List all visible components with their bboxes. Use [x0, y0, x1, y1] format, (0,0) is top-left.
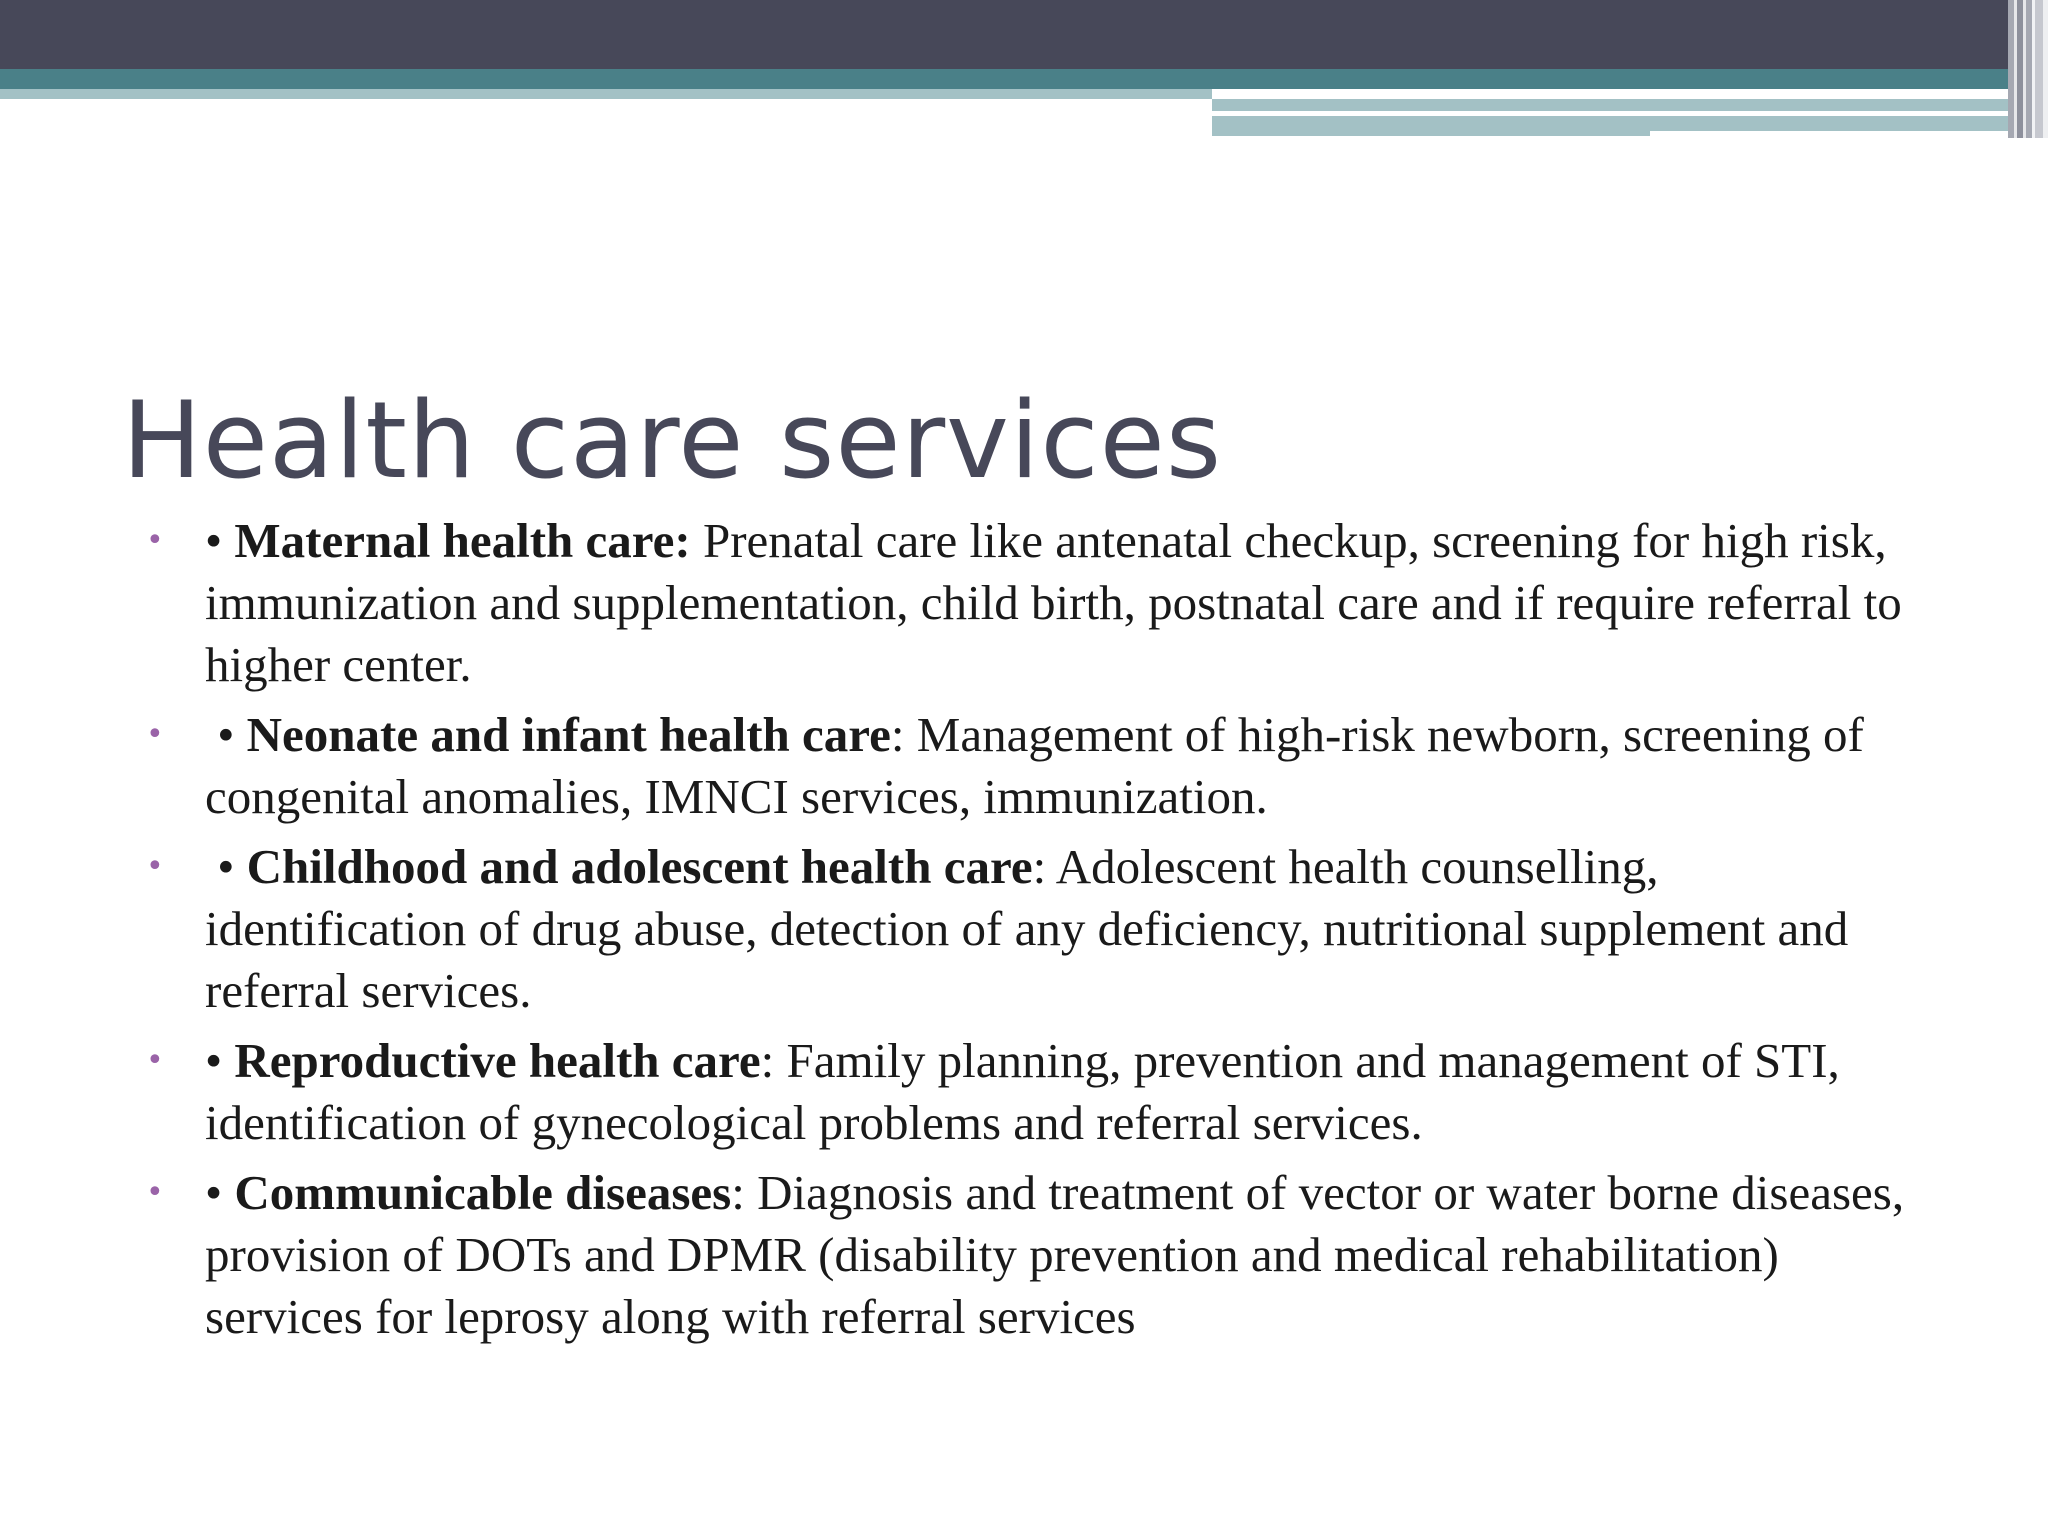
bullet-list	[146, 510, 1916, 1356]
bullet-icon: •	[146, 523, 164, 558]
item-prefix: •	[205, 1165, 235, 1220]
bullet-icon: •	[146, 717, 164, 752]
item-heading: Childhood and adolescent health care	[246, 839, 1033, 894]
item-heading: Maternal health care:	[234, 513, 691, 568]
header-band-teal	[0, 69, 2048, 89]
item-prefix: •	[205, 839, 247, 894]
item-text: : Adolescent health counselling, identification of drug abuse, detection of any deficiency, nutritional supplement and referral services.	[205, 839, 1849, 1018]
item-prefix: •	[205, 1033, 235, 1088]
item-text: : Management of high-risk newborn, screening of congenital anomalies, IMNCI services, immunization.	[205, 707, 1864, 824]
list-item-maternal	[146, 510, 1916, 696]
header-band-dark	[0, 0, 2048, 69]
header-edge-stripes	[2008, 0, 2048, 138]
header-band-light-left	[0, 89, 1212, 99]
slide-title: Health care services	[122, 379, 1223, 503]
item-heading: Reproductive health care	[234, 1033, 761, 1088]
item-text: : Family planning, prevention and management of STI, identification of gynecological problems and referral services.	[205, 1033, 1840, 1150]
item-heading: Neonate and infant health care	[246, 707, 891, 762]
bullet-icon: •	[146, 849, 164, 884]
list-item-neonate	[146, 704, 1916, 828]
bullet-icon: •	[146, 1043, 164, 1078]
item-prefix: •	[205, 707, 247, 762]
header-band-notch	[1650, 131, 2010, 139]
list-item-communicable	[146, 1162, 1916, 1348]
item-heading: Communicable diseases	[234, 1165, 732, 1220]
header-band-light-right	[1212, 99, 2012, 111]
bullet-icon: •	[146, 1175, 164, 1210]
list-item-childhood	[146, 836, 1916, 1022]
list-item-reproductive	[146, 1030, 1916, 1154]
item-text: Prenatal care like antenatal checkup, screening for high risk, immunization and supplementation, child birth, postnatal care and if require referral to higher center.	[205, 513, 1902, 692]
item-prefix: •	[205, 513, 235, 568]
item-text: : Diagnosis and treatment of vector or water borne diseases, provision of DOTs and DPMR (disability prevention and medical rehabilitation) services for leprosy along with referral services	[205, 1165, 1905, 1344]
